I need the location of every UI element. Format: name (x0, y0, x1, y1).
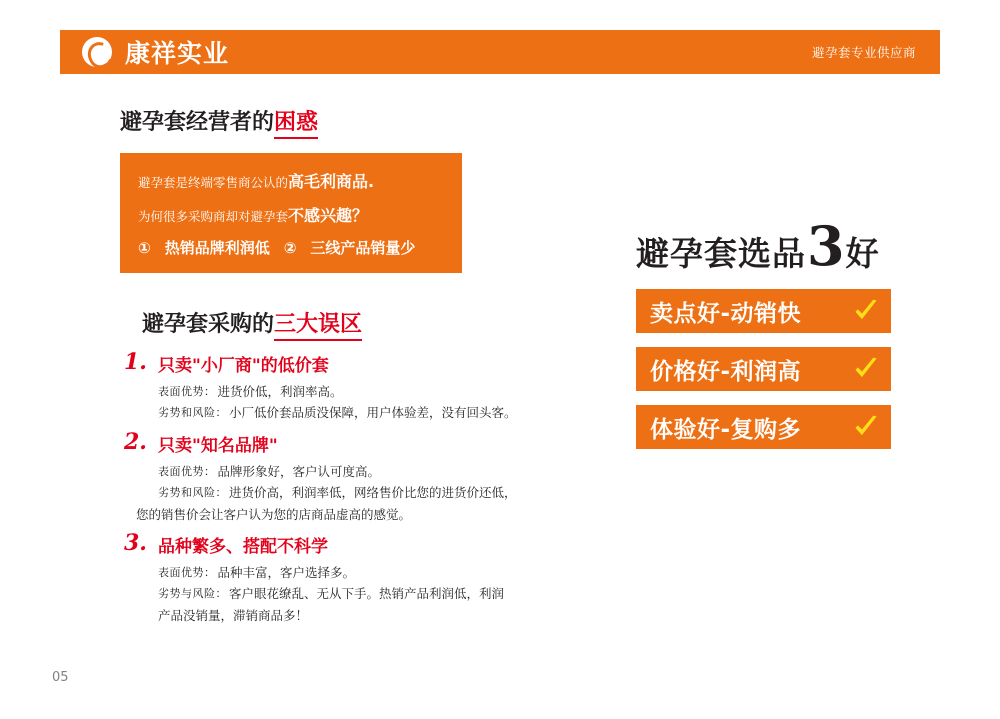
item-number: 3. (124, 529, 147, 556)
item-cons-label: 劣势与风险： (158, 587, 227, 601)
misunderstanding-heading-accent: 三大误区 (274, 307, 362, 341)
callout-line-2 (138, 203, 444, 226)
item-cons-text-continued: 产品没销量，滞销商品多！ (158, 607, 309, 623)
selection-title-part2: 好 (845, 234, 879, 273)
header-bar (60, 30, 940, 74)
callout-line-1-big: 高毛利商品. (288, 172, 375, 191)
callout-line-1 (138, 169, 444, 192)
item-pros-text: 品牌形象好，客户认可度高。 (217, 463, 381, 479)
item-pros-text: 进货价低，利润率高。 (217, 384, 343, 399)
callout-bullet-2: ② (283, 239, 297, 257)
item-pros-line (158, 462, 590, 481)
item-pros-line (158, 563, 590, 582)
callout-line-2-big: 不感兴趣？ (288, 206, 369, 225)
callout-bullet-2-text: 三线产品销量少 (310, 239, 416, 257)
benefit-label: 体验好-复购多 (650, 416, 802, 443)
benefit-bar-2 (636, 347, 891, 391)
check-icon (853, 414, 879, 440)
item-cons-label: 劣势和风险： (158, 406, 227, 420)
item-pros-label: 表面优势： (158, 385, 216, 398)
item-cons-text: 进货价高，利润率低，网络售价比您的进货价还低， (229, 485, 517, 501)
right-content-column (636, 214, 936, 449)
header-tagline: 避孕套专业供应商 (811, 45, 916, 60)
left-content-column (120, 105, 590, 625)
callout-bullet-1: ① (138, 239, 151, 257)
check-icon (853, 356, 879, 382)
misunderstanding-heading-prefix: 避孕套采购的 (142, 312, 275, 337)
misunderstanding-heading (142, 307, 590, 341)
item-title: 品种繁多、搭配不科学 (158, 536, 328, 557)
confusion-heading (120, 105, 590, 139)
item-cons-text: 客户眼花缭乱、无从下手。热销产品利润低，利润 (229, 586, 505, 602)
check-icon (853, 298, 879, 324)
list-item (120, 529, 590, 625)
callout-line-2-small: 为何很多采购商却对避孕套 (138, 209, 289, 224)
benefit-label: 卖点好-动销快 (650, 300, 802, 327)
orange-callout-box (120, 153, 462, 273)
item-cons-line (158, 483, 590, 502)
callout-line-1-small: 避孕套是终端零售商公认的 (138, 175, 289, 190)
item-cons-text-continued: 您的销售价会让客户认为您的店商品虚高的感觉。 (136, 506, 412, 522)
item-pros-label: 表面优势： (158, 464, 216, 478)
item-cons-label: 劣势和风险： (158, 486, 227, 500)
swirl-logo-icon (82, 37, 112, 67)
list-item (120, 351, 590, 423)
callout-bullet-1-text: 热销品牌利润低 (164, 239, 270, 257)
item-title: 只卖"知名品牌" (158, 435, 278, 456)
confusion-heading-prefix: 避孕套经营者的 (120, 110, 275, 135)
callout-line-3 (138, 237, 444, 258)
benefit-bar-3 (636, 405, 891, 449)
item-pros-label: 表面优势： (158, 565, 216, 579)
item-pros-text: 品种丰富，客户选择多。 (217, 564, 356, 580)
company-name: 康祥实业 (125, 39, 230, 68)
benefit-label: 价格好-利润高 (650, 358, 802, 385)
item-cons-text: 小厂低价套品质没保障，用户体验差，没有回头客。 (229, 405, 517, 421)
item-number: 1. (124, 349, 147, 375)
item-number: 2. (124, 428, 147, 455)
confusion-heading-accent: 困惑 (274, 105, 318, 139)
list-item (120, 428, 590, 524)
item-cons-line (158, 403, 590, 422)
selection-title (636, 214, 936, 278)
page-number: 05 (52, 670, 69, 685)
item-cons-line (158, 584, 590, 603)
selection-title-number: 3 (807, 214, 845, 278)
item-pros-line (158, 382, 590, 401)
benefit-bar-1 (636, 289, 891, 333)
item-title: 只卖"小厂商"的低价套 (158, 356, 329, 376)
selection-title-part1: 避孕套选品 (636, 234, 806, 273)
